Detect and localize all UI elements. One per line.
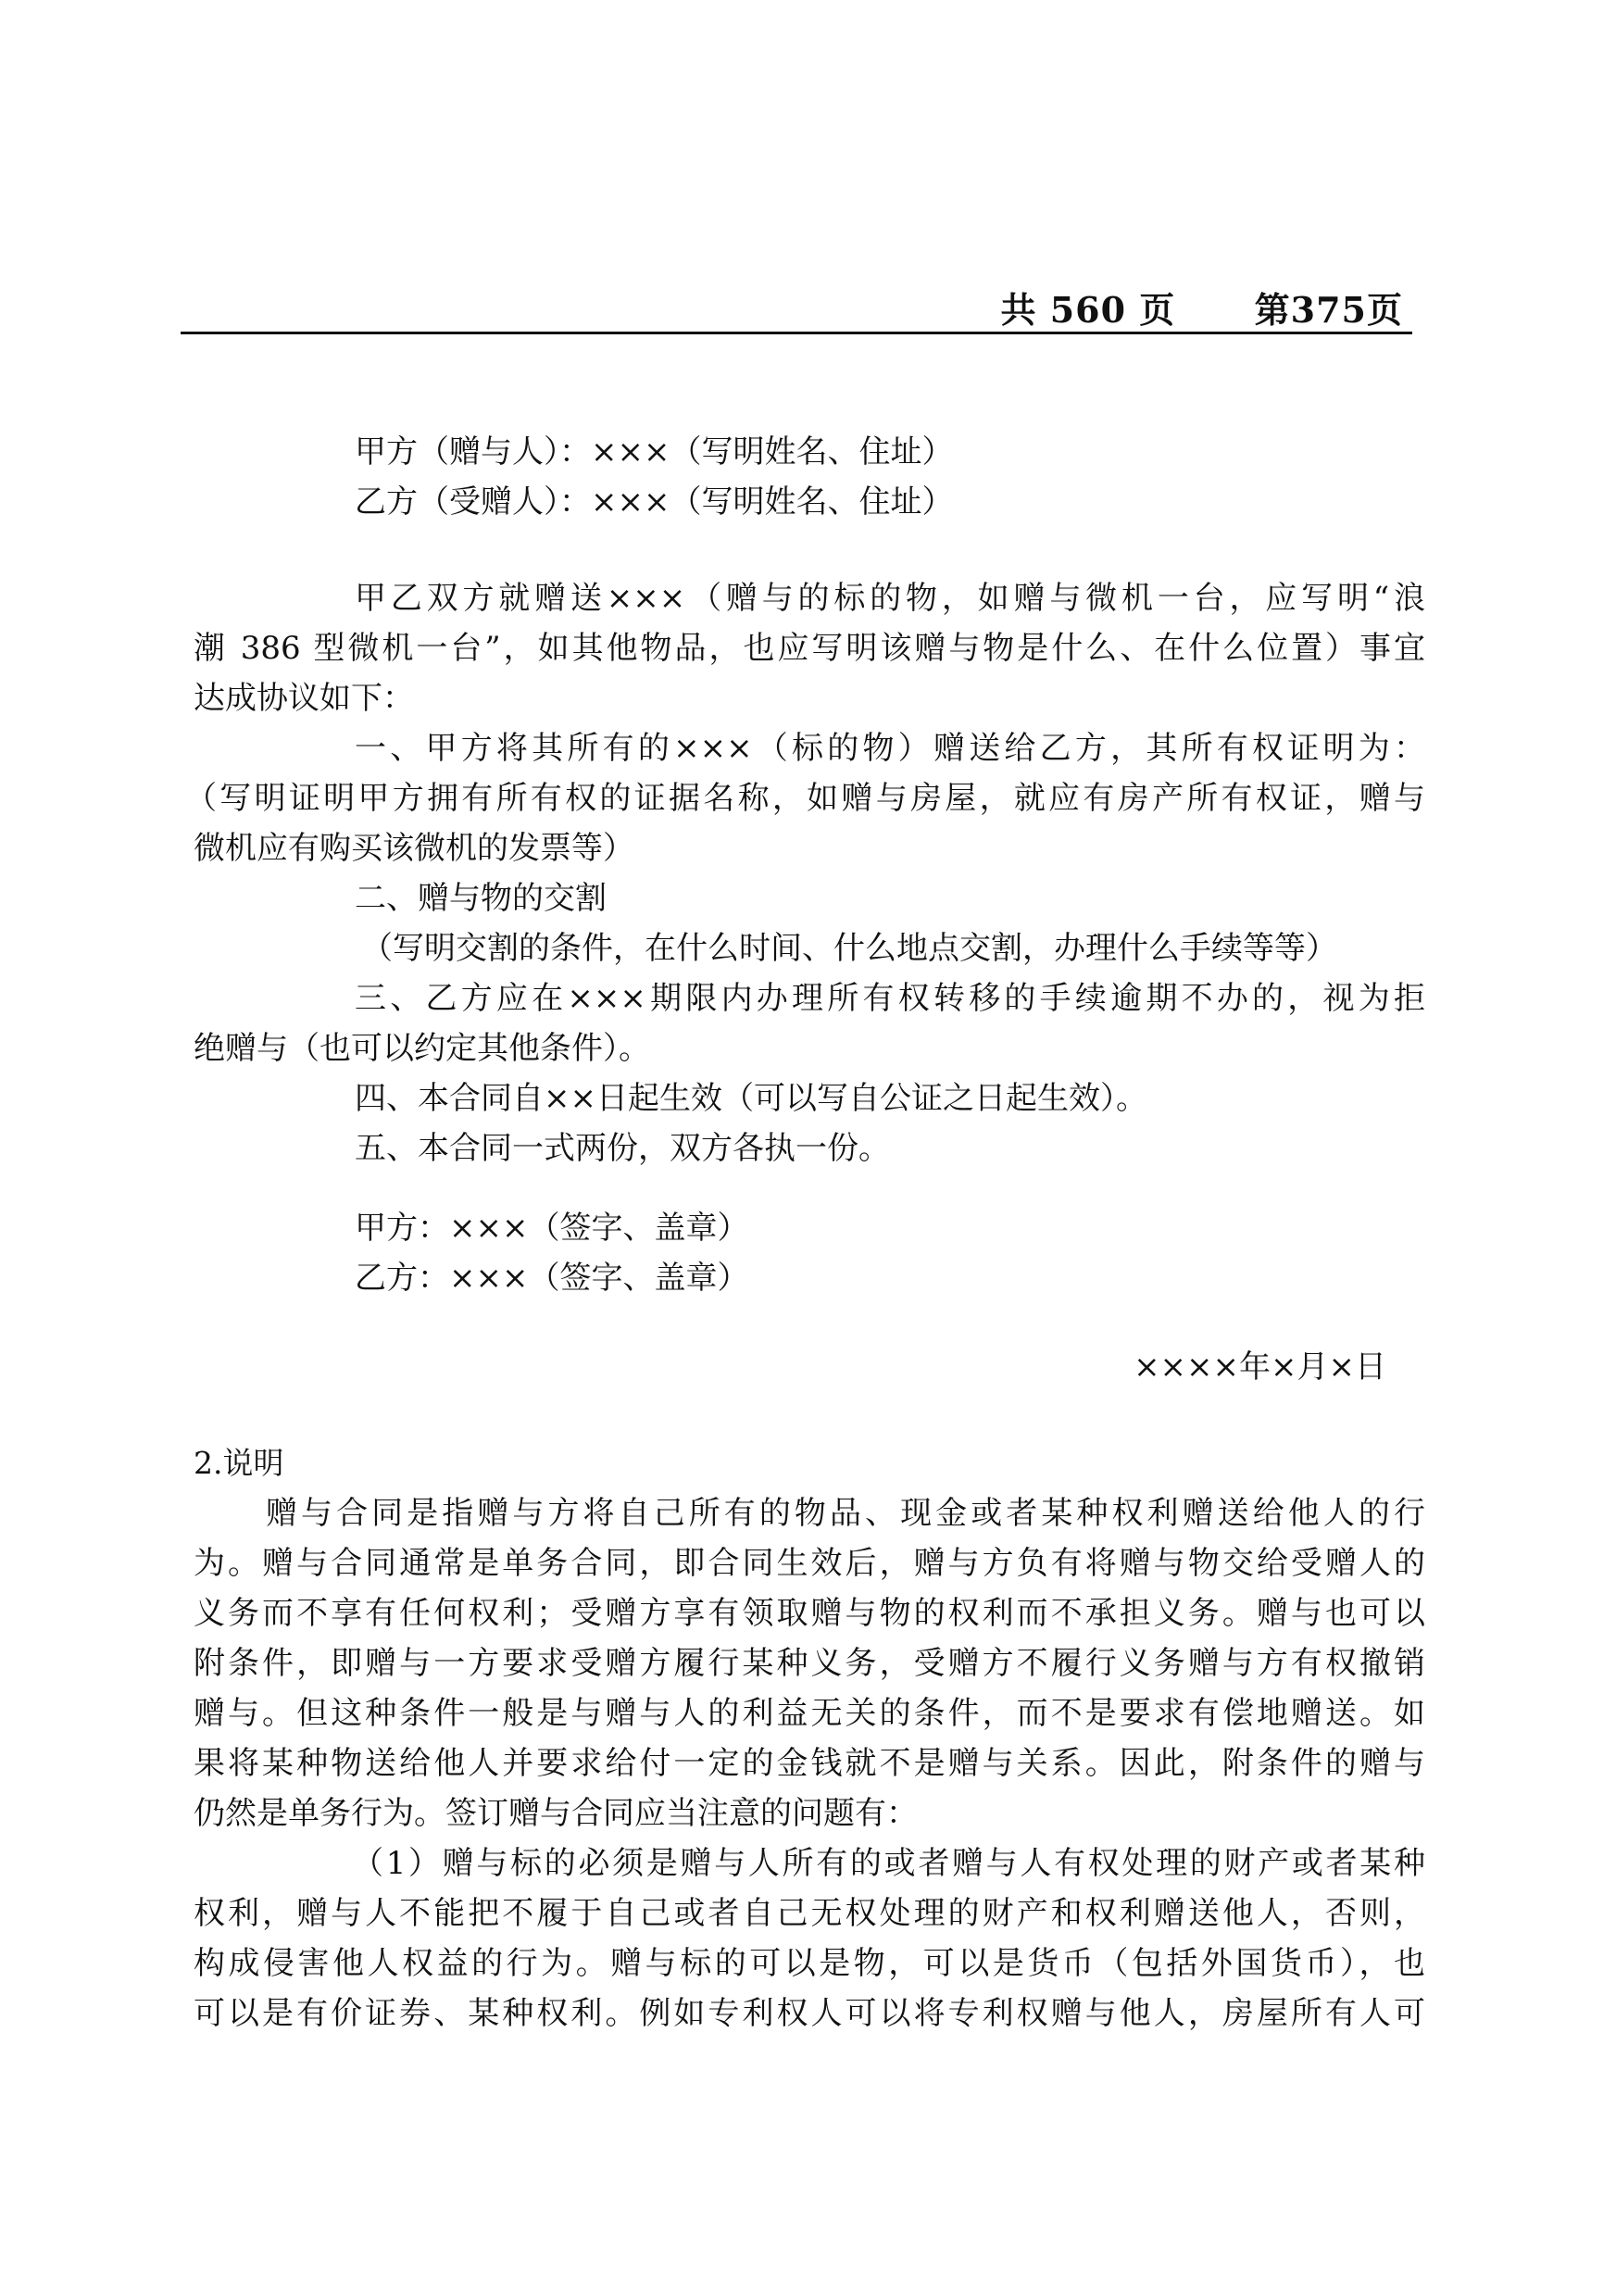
- clause-3-line-1: 三、乙方应在×××期限内办理所有权转移的手续逾期不办的，视为拒: [355, 980, 1425, 1017]
- explanation-line-4: 附条件，即赠与一方要求受赠方履行某种义务，受赠方不履行义务赠与方有权撤销: [194, 1645, 1425, 1682]
- clause-1-line-3: 微机应有购买该微机的发票等）: [194, 830, 634, 867]
- page-count: [1001, 282, 1404, 332]
- explanation-line-6: 果将某种物送给他人并要求给付一定的金钱就不是赠与关系。因此，附条件的赠与: [194, 1745, 1425, 1782]
- explanation-line-2: 为。赠与合同通常是单务合同，即合同生效后，赠与方负有将赠与物交给受赠人的: [194, 1545, 1425, 1582]
- page-header: [181, 278, 1412, 334]
- clause-5: 五、本合同一式两份，双方各执一份。: [355, 1130, 890, 1167]
- party-a-line: 甲方（赠与人）：×××（写明姓名、住址）: [355, 433, 954, 470]
- total-pages: 共 560 页: [1000, 289, 1176, 331]
- explanation-item-1-line-4: 可以是有价证券、某种权利。例如专利权人可以将专利权赠与他人，房屋所有人可: [194, 1995, 1425, 2032]
- explanation-item-1-line-1: （1）赠与标的必须是赠与人所有的或者赠与人有权处理的财产或者某种: [352, 1845, 1425, 1882]
- party-b-line: 乙方（受赠人）：×××（写明姓名、住址）: [355, 483, 954, 521]
- preamble-line-2: 潮 386 型微机一台”，如其他物品，也应写明该赠与物是什么、在什么位置）事宜: [194, 630, 1425, 667]
- preamble-line-3: 达成协议如下：: [194, 680, 414, 717]
- clause-2-body: （写明交割的条件，在什么时间、什么地点交割，办理什么手续等等）: [361, 930, 1337, 967]
- clause-3-line-2: 绝赠与（也可以约定其他条件）。: [194, 1030, 650, 1067]
- explanation-line-5: 赠与。但这种条件一般是与赠与人的利益无关的条件，而不是要求有偿地赠送。如: [194, 1695, 1425, 1732]
- signature-date: ××××年×月×日: [1134, 1349, 1386, 1386]
- clause-1-line-1: 一、甲方将其所有的×××（标的物）赠送给乙方，其所有权证明为：: [355, 730, 1425, 767]
- explanation-line-7: 仍然是单务行为。签订赠与合同应当注意的问题有：: [194, 1795, 918, 1832]
- explanation-item-1-line-3: 构成侵害他人权益的行为。赠与标的可以是物，可以是货币（包括外国货币），也: [194, 1945, 1425, 1982]
- preamble-line-1: 甲乙双方就赠送×××（赠与的标的物，如赠与微机一台，应写明“浪: [355, 580, 1425, 617]
- signature-party-b: 乙方：×××（签字、盖章）: [355, 1260, 749, 1297]
- clause-4: 四、本合同自××日起生效（可以写自公证之日起生效）。: [355, 1080, 1147, 1117]
- explanation-line-3: 义务而不享有任何权利；受赠方享有领取赠与物的权利而不承担义务。赠与也可以: [194, 1595, 1425, 1632]
- clause-2-title: 二、赠与物的交割: [355, 880, 607, 917]
- explanation-item-1-line-2: 权利，赠与人不能把不履于自己或者自己无权处理的财产和权利赠送他人，否则，: [194, 1895, 1425, 1932]
- explanation-line-1: 赠与合同是指赠与方将自己所有的物品、现金或者某种权利赠送给他人的行: [266, 1495, 1425, 1532]
- section-title: 2.说明: [194, 1445, 284, 1481]
- signature-party-a: 甲方：×××（签字、盖章）: [355, 1210, 749, 1247]
- current-page: 第375页: [1254, 289, 1403, 331]
- clause-1-line-2: （写明证明甲方拥有所有权的证据名称，如赠与房屋，就应有房产所有权证，赠与: [185, 780, 1425, 817]
